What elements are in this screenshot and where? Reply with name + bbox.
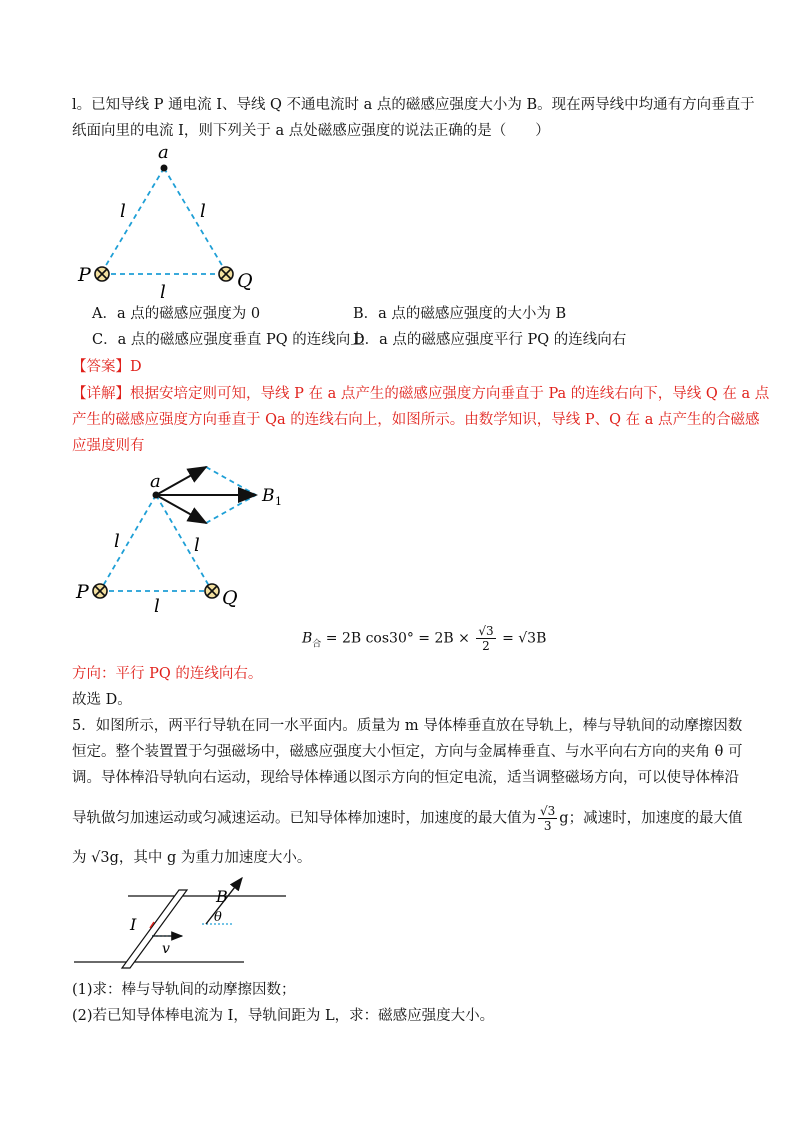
formula-num: √3 <box>478 624 494 638</box>
q5-line4-fraction <box>538 804 557 833</box>
q5-line5: 为 √3g，其中 g 为重力加速度大小。 <box>72 850 312 866</box>
q5-sub2: (2)若已知导体棒电流为 I，导轨间距为 L，求：磁感应强度大小。 <box>72 1008 495 1024</box>
fig3-label-b: B <box>216 887 228 906</box>
q4-formula <box>302 624 546 654</box>
fig2-label-left-l: l <box>114 531 120 552</box>
fig1-label-a: a <box>158 142 169 163</box>
fig2-vector-upper <box>156 467 206 495</box>
q4-stem-line2: 纸面向里的电流 I，则下列关于 a 点处磁感应强度的说法正确的是（ ） <box>72 123 550 139</box>
q4-answer: 【答案】D <box>72 359 142 375</box>
q5-line1: 5．如图所示，两平行导轨在同一水平面内。质量为 m 导体棒垂直放在导轨上，棒与导轨间的动摩擦因数 <box>72 718 743 734</box>
q4-detail-line2: 产生的磁感应强度方向垂直于 Qa 的连线右向上，如图所示。由数学知识，导线 P、Q 在 a 点产生的合磁感 <box>72 412 760 428</box>
q4-detail-line1: 【详解】根据安培定则可知，导线 P 在 a 点产生的磁感应强度方向垂直于 Pa 的连线右向下，导线 Q 在 a 点 <box>72 386 770 402</box>
q5-frac-den: 3 <box>543 819 552 833</box>
fig1-label-bottom-l: l <box>160 282 166 303</box>
q4-direction: 方向：平行 PQ 的连线向右。 <box>72 666 263 682</box>
fig2-label-right-l: l <box>194 535 200 556</box>
fig1-label-q: Q <box>237 270 253 292</box>
fig2-label-a: a <box>150 471 161 492</box>
fig2-point-a <box>153 492 160 499</box>
formula-rhs: = √3B <box>502 630 547 647</box>
fig3-label-i: I <box>130 915 137 934</box>
fig3-label-theta: θ <box>214 910 222 925</box>
fig2-parallelogram-bottom <box>206 495 256 523</box>
q4-stem-line1: l。已知导线 P 通电流 I、导线 Q 不通电流时 a 点的磁感应强度大小为 B。现在两导线中均通有方向垂直于 <box>72 97 755 113</box>
fig1-label-left-l: l <box>120 201 126 222</box>
q5-line4-b: g；减速时，加速度的最大值 <box>559 810 743 827</box>
q4-option-d: D．a 点的磁感应强度平行 PQ 的连线向右 <box>353 332 627 348</box>
fig2-vector-lower <box>156 495 206 523</box>
q5-figure-rails <box>74 874 314 974</box>
fig2-label-bottom-l: l <box>154 596 160 617</box>
q4-option-b: B．a 点的磁感应强度的大小为 B <box>353 306 567 322</box>
fig3-label-v: v <box>162 941 170 957</box>
fig1-label-p: P <box>78 264 91 286</box>
fig2-wire-p-icon <box>93 584 107 598</box>
fig1-point-a <box>161 165 168 172</box>
q5-line3: 调。导体棒沿导轨向右运动，现给导体棒通以图示方向的恒定电流，适当调整磁场方向，可以使导体棒沿 <box>72 770 739 786</box>
q5-line2: 恒定。整个装置置于匀强磁场中，磁感应强度大小恒定，方向与金属棒垂直、与水平向右方向的夹角 θ 可 <box>72 744 743 760</box>
fig2-label-b: B <box>262 486 275 506</box>
q4-option-c: C．a 点的磁感应强度垂直 PQ 的连线向上 <box>92 332 365 348</box>
q4-option-a: A．a 点的磁感应强度为 0 <box>92 306 261 322</box>
fig2-label-p: P <box>76 581 89 603</box>
q5-line4 <box>72 804 743 833</box>
fig1-right-side <box>164 168 226 272</box>
fig2-left-side <box>100 495 156 591</box>
fig1-left-side <box>102 168 164 272</box>
fig1-wire-q-icon <box>219 267 233 281</box>
formula-fraction <box>476 624 495 653</box>
q5-line4-a: 导轨做匀加速运动或匀减速运动。已知导体棒加速时，加速度的最大值为 <box>72 810 536 827</box>
q4-figure-vectors <box>74 455 304 620</box>
fig1-label-right-l: l <box>200 201 206 222</box>
q5-frac-num: √3 <box>540 804 556 818</box>
formula-lhs: B <box>302 630 313 647</box>
fig2-label-q: Q <box>222 587 238 609</box>
q4-detail-line3: 应强度则有 <box>72 438 145 454</box>
formula-lhs-sub: 合 <box>312 639 322 650</box>
fig2-right-side <box>156 495 212 591</box>
fig2-parallelogram-top <box>206 467 256 495</box>
q4-figure-triangle <box>80 142 280 302</box>
fig1-wire-p-icon <box>95 267 109 281</box>
q5-sub1: (1)求：棒与导轨间的动摩擦因数； <box>72 982 296 998</box>
fig2-label-b-sub: 1 <box>275 495 282 508</box>
q4-choose: 故选 D。 <box>72 692 132 708</box>
fig2-wire-q-icon <box>205 584 219 598</box>
formula-den: 2 <box>482 639 490 653</box>
formula-mid: = 2B cos30° = 2B × <box>325 630 470 647</box>
